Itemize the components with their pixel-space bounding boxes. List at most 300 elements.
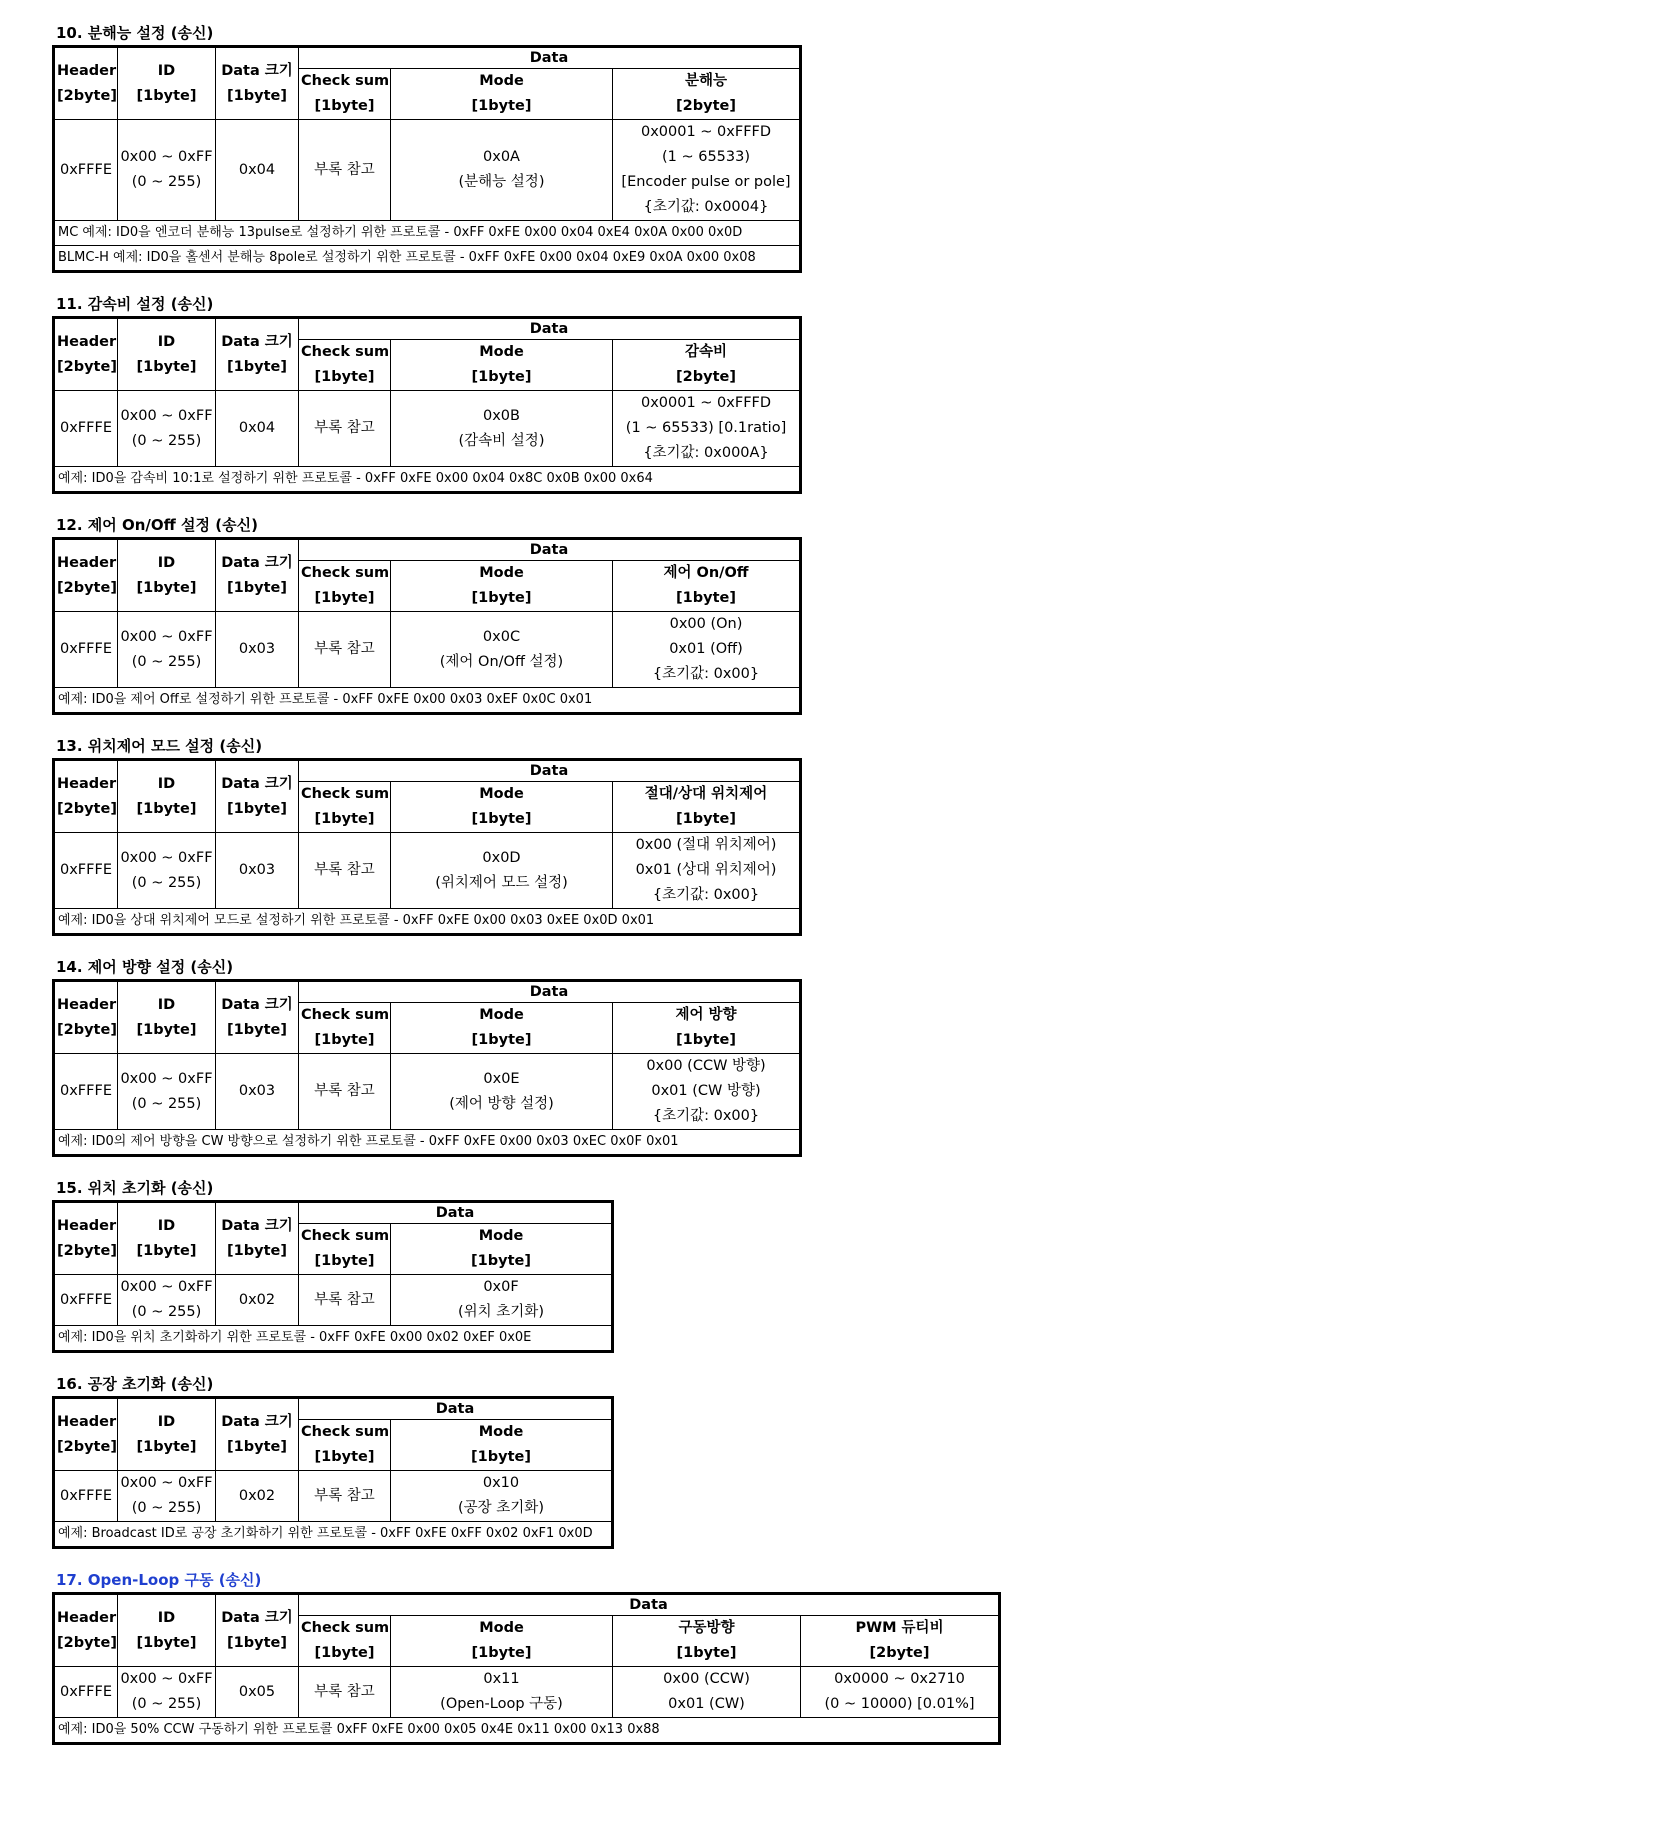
example-text: 예제: ID0의 제어 방향을 CW 방향으로 설정하기 위한 프로토콜 - 0xFF 0xFE 0x00 0x03 0xEC 0x0F 0x01 — [54, 1130, 801, 1156]
value-checksum — [299, 612, 391, 688]
cell-line: ID — [157, 62, 176, 79]
header-col-size — [216, 539, 299, 612]
protocol-section — [52, 956, 1001, 1157]
header-col-extra — [613, 1616, 801, 1667]
cell-line: [1byte] — [314, 811, 375, 827]
cell-line: 0x02 — [238, 1291, 276, 1308]
cell-line: (제어 방향 설정) — [449, 1095, 554, 1112]
cell-line: 0x0F — [483, 1279, 519, 1295]
example-row — [54, 1326, 613, 1352]
header-col-header — [54, 981, 118, 1054]
header-col-checksum — [299, 1420, 391, 1471]
cell-line: 0xFFFE — [60, 1683, 112, 1700]
header-col-mode — [391, 782, 613, 833]
header-col-checksum — [299, 1224, 391, 1275]
example-text: 예제: ID0을 제어 Off로 설정하기 위한 프로토콜 - 0xFF 0xFE 0x00 0x03 0xEF 0x0C 0x01 — [54, 688, 801, 714]
value-header — [54, 120, 118, 221]
value-checksum — [299, 391, 391, 467]
header-col-id — [118, 318, 216, 391]
header-col-mode — [391, 1003, 613, 1054]
cell-line: [1byte] — [676, 1032, 736, 1048]
protocol-table — [52, 316, 802, 494]
protocol-document — [52, 22, 1001, 1765]
header-col-extra — [801, 1616, 1000, 1667]
cell-line: Header — [57, 333, 117, 350]
value-size — [216, 833, 299, 909]
protocol-section — [52, 1373, 1001, 1549]
cell-line: [1byte] — [227, 1634, 287, 1651]
cell-line: (0 ~ 255) — [131, 1095, 202, 1112]
header-col-checksum — [299, 1616, 391, 1667]
example-row — [54, 909, 801, 935]
cell-line: [Encoder pulse or pole] — [621, 174, 791, 190]
cell-line: 0x04 — [238, 420, 276, 436]
cell-line: 0x00 ~ 0xFF — [120, 1475, 213, 1491]
cell-line: 0x0000 ~ 0x2710 — [834, 1671, 965, 1687]
cell-line: [1byte] — [676, 590, 736, 606]
cell-line: Data 크기 — [221, 1609, 293, 1626]
example-text: 예제: ID0을 위치 초기화하기 위한 프로토콜 - 0xFF 0xFE 0x00 0x02 0xEF 0x0E — [54, 1326, 613, 1352]
cell-line: Data 크기 — [221, 62, 293, 79]
value-header — [54, 1275, 118, 1326]
cell-line: [1byte] — [227, 1021, 287, 1038]
value-mode — [391, 1471, 613, 1522]
cell-line: {초기값: 0x0004} — [643, 199, 769, 215]
cell-line: [1byte] — [471, 590, 532, 606]
example-text: 예제: ID0을 50% CCW 구동하기 위한 프로토콜 0xFF 0xFE 0x00 0x05 0x4E 0x11 0x00 0x13 0x88 — [54, 1718, 1000, 1744]
cell-line: 부록 참고 — [314, 862, 375, 878]
cell-line: 0x03 — [238, 1083, 276, 1099]
value-size — [216, 391, 299, 467]
value-extra — [613, 1667, 801, 1718]
example-row — [54, 246, 801, 272]
example-row — [54, 1130, 801, 1156]
section-title: 12. 제어 On/Off 설정 (송신) — [56, 516, 258, 534]
cell-line: Check sum — [301, 1228, 390, 1244]
value-size — [216, 1054, 299, 1130]
cell-line: (감속비 설정) — [458, 432, 545, 449]
cell-line: 0x00 (CCW) — [663, 1671, 750, 1687]
cell-line: (0 ~ 255) — [131, 174, 202, 190]
header-col-data: Data — [299, 1594, 1000, 1616]
value-extra — [801, 1667, 1000, 1718]
cell-line: [1byte] — [227, 1242, 287, 1259]
section-title: 11. 감속비 설정 (송신) — [56, 295, 214, 313]
cell-line: 0x01 (CW) — [668, 1696, 745, 1712]
example-row — [54, 1718, 1000, 1744]
cell-line: {초기값: 0x000A} — [643, 445, 769, 461]
cell-line: 0x0C — [482, 628, 521, 645]
cell-line: 0x00 ~ 0xFF — [120, 1279, 213, 1295]
header-col-data: Data — [299, 539, 801, 561]
cell-line: Mode — [479, 1007, 524, 1023]
section-title: 10. 분해능 설정 (송신) — [56, 24, 214, 42]
cell-line: 0x03 — [238, 641, 276, 657]
value-mode — [391, 120, 613, 221]
cell-line: (0 ~ 255) — [131, 1304, 202, 1320]
cell-line: Mode — [479, 1620, 524, 1636]
header-col-id — [118, 539, 216, 612]
cell-line: [1byte] — [136, 1634, 197, 1651]
value-id — [118, 1667, 216, 1718]
cell-line: ID — [157, 554, 176, 571]
cell-line: [1byte] — [471, 1449, 531, 1465]
header-col-checksum — [299, 782, 391, 833]
cell-line: Mode — [479, 565, 524, 581]
cell-line: 0x00 (CCW 방향) — [646, 1058, 766, 1074]
cell-line: [1byte] — [314, 1449, 375, 1465]
header-col-header — [54, 1202, 118, 1275]
header-col-extra — [613, 340, 801, 391]
cell-line: [1byte] — [136, 1021, 197, 1038]
cell-line: 0x05 — [238, 1683, 276, 1700]
cell-line: Header — [57, 1413, 117, 1430]
cell-line: [1byte] — [227, 87, 287, 104]
cell-line: Data 크기 — [221, 333, 293, 350]
cell-line: 0x02 — [238, 1487, 276, 1504]
value-row — [54, 1667, 1000, 1718]
example-text: 예제: Broadcast ID로 공장 초기화하기 위한 프로토콜 - 0xFF 0xFE 0xFF 0x02 0xF1 0x0D — [54, 1522, 613, 1548]
cell-line: 감속비 — [684, 344, 728, 360]
cell-line: Mode — [478, 1228, 524, 1244]
cell-line: (0 ~ 255) — [131, 653, 202, 670]
cell-line: [1byte] — [471, 1645, 532, 1661]
header-col-mode — [391, 69, 613, 120]
header-col-data: Data — [299, 760, 801, 782]
header-col-id — [118, 1398, 216, 1471]
value-mode — [391, 1275, 613, 1326]
protocol-section — [52, 22, 1001, 273]
header-col-checksum — [299, 340, 391, 391]
cell-line: ID — [157, 1609, 176, 1626]
cell-line: [1byte] — [136, 1438, 197, 1455]
value-extra — [613, 120, 801, 221]
cell-line: Header — [57, 62, 117, 79]
cell-line: 절대/상대 위치제어 — [644, 786, 768, 802]
protocol-table — [52, 758, 802, 936]
header-col-size — [216, 760, 299, 833]
value-header — [54, 612, 118, 688]
header-col-data: Data — [299, 1398, 613, 1420]
value-checksum — [299, 1054, 391, 1130]
header-col-size — [216, 1594, 299, 1667]
cell-line: 0x00 (절대 위치제어) — [635, 837, 777, 853]
cell-line: [1byte] — [676, 1645, 737, 1661]
cell-line: Check sum — [301, 1620, 390, 1636]
cell-line: 부록 참고 — [314, 161, 375, 178]
cell-line: 부록 참고 — [314, 1487, 375, 1504]
cell-line: [2byte] — [869, 1645, 930, 1661]
cell-line: 0x01 (Off) — [669, 641, 743, 657]
cell-line: Header — [57, 554, 117, 571]
value-header — [54, 833, 118, 909]
header-col-mode — [391, 1616, 613, 1667]
cell-line: [2byte] — [57, 1242, 117, 1259]
value-row — [54, 612, 801, 688]
cell-line: 구동방향 — [678, 1620, 735, 1636]
protocol-section — [52, 293, 1001, 494]
value-checksum — [299, 833, 391, 909]
value-extra — [613, 612, 801, 688]
value-extra — [613, 833, 801, 909]
cell-line: (0 ~ 255) — [131, 1500, 202, 1516]
cell-line: Header — [57, 775, 117, 792]
cell-line: 0x00 ~ 0xFF — [120, 1070, 213, 1087]
example-row — [54, 1522, 613, 1548]
cell-line: [1byte] — [136, 1242, 197, 1259]
value-mode — [391, 1667, 613, 1718]
cell-line: 부록 참고 — [314, 1683, 375, 1700]
header-col-extra — [613, 561, 801, 612]
header-col-size — [216, 47, 299, 120]
section-title: 13. 위치제어 모드 설정 (송신) — [56, 737, 263, 755]
protocol-table — [52, 1200, 614, 1353]
value-header — [54, 1667, 118, 1718]
cell-line: Check sum — [301, 73, 390, 89]
header-row — [54, 1594, 1000, 1616]
cell-line: Mode — [479, 786, 524, 802]
protocol-table — [52, 979, 802, 1157]
value-id — [118, 612, 216, 688]
value-id — [118, 1054, 216, 1130]
header-col-extra — [613, 782, 801, 833]
header-col-id — [118, 47, 216, 120]
header-col-id — [118, 760, 216, 833]
cell-line: (0 ~ 255) — [131, 1696, 202, 1712]
cell-line: (0 ~ 255) — [131, 432, 202, 449]
header-col-data: Data — [299, 318, 801, 340]
cell-line: [1byte] — [314, 1645, 375, 1661]
cell-line: [1byte] — [227, 1438, 287, 1455]
example-text: BLMC-H 예제: ID0을 홀센서 분해능 8pole로 설정하기 위한 프로토콜 - 0xFF 0xFE 0x00 0x04 0xE9 0x0A 0x00 0x08 — [54, 246, 801, 272]
cell-line: Data 크기 — [221, 996, 293, 1013]
cell-line: Mode — [479, 344, 524, 360]
cell-line: [1byte] — [314, 369, 375, 385]
protocol-table — [52, 1396, 614, 1549]
header-col-extra — [613, 1003, 801, 1054]
section-title: 15. 위치 초기화 (송신) — [56, 1179, 214, 1197]
protocol-section — [52, 735, 1001, 936]
value-checksum — [299, 1471, 391, 1522]
cell-line: [1byte] — [314, 590, 375, 606]
cell-line: Data 크기 — [221, 775, 293, 792]
cell-line: 0x00 ~ 0xFF — [120, 407, 213, 424]
section-title: 14. 제어 방향 설정 (송신) — [56, 958, 234, 976]
example-row — [54, 688, 801, 714]
cell-line: (제어 On/Off 설정) — [439, 653, 564, 670]
cell-line: Check sum — [301, 786, 390, 802]
cell-line: ID — [157, 1217, 176, 1234]
header-col-size — [216, 1202, 299, 1275]
cell-line: 0xFFFE — [60, 420, 112, 436]
cell-line: [1byte] — [471, 811, 532, 827]
cell-line: 0x10 — [482, 1475, 520, 1491]
cell-line: Data 크기 — [221, 1217, 293, 1234]
value-header — [54, 391, 118, 467]
cell-line: 0xFFFE — [60, 862, 112, 878]
section-title: 16. 공장 초기화 (송신) — [56, 1375, 214, 1393]
cell-line: [1byte] — [471, 369, 532, 385]
header-col-header — [54, 539, 118, 612]
cell-line: 0x0A — [483, 149, 520, 165]
cell-line: [1byte] — [227, 800, 287, 817]
header-col-mode — [391, 561, 613, 612]
header-row — [54, 760, 801, 782]
value-row — [54, 833, 801, 909]
header-col-data: Data — [299, 981, 801, 1003]
value-mode — [391, 1054, 613, 1130]
value-extra — [613, 391, 801, 467]
cell-line: {초기값: 0x00} — [652, 666, 760, 682]
cell-line: ID — [157, 1413, 176, 1430]
header-col-header — [54, 760, 118, 833]
value-checksum — [299, 120, 391, 221]
cell-line: Header — [57, 996, 117, 1013]
cell-line: 0x00 ~ 0xFF — [120, 1671, 213, 1687]
header-col-size — [216, 981, 299, 1054]
header-col-id — [118, 981, 216, 1054]
cell-line: {초기값: 0x00} — [652, 1108, 760, 1124]
cell-line: 0x0001 ~ 0xFFFD — [640, 124, 772, 140]
cell-line: 0x0001 ~ 0xFFFD — [640, 395, 772, 411]
value-checksum — [299, 1275, 391, 1326]
cell-line: {초기값: 0x00} — [652, 887, 760, 903]
header-col-data: Data — [299, 47, 801, 69]
cell-line: ID — [157, 996, 176, 1013]
value-mode — [391, 612, 613, 688]
value-size — [216, 1667, 299, 1718]
value-row — [54, 391, 801, 467]
cell-line: Data 크기 — [221, 1413, 293, 1430]
value-header — [54, 1471, 118, 1522]
cell-line: [2byte] — [676, 369, 736, 385]
cell-line: [1byte] — [676, 811, 736, 827]
cell-line: (분해능 설정) — [458, 174, 545, 190]
cell-line: [2byte] — [57, 87, 117, 104]
cell-line: (0 ~ 255) — [131, 874, 202, 891]
cell-line: 0xFFFE — [60, 161, 112, 178]
example-row — [54, 467, 801, 493]
cell-line: [2byte] — [676, 98, 736, 114]
header-row — [54, 1398, 613, 1420]
protocol-section — [52, 1569, 1001, 1745]
cell-line: [1byte] — [471, 1032, 532, 1048]
cell-line: [1byte] — [227, 579, 287, 596]
cell-line: 0x11 — [483, 1671, 520, 1687]
header-col-checksum — [299, 69, 391, 120]
example-text: 예제: ID0을 감속비 10:1로 설정하기 위한 프로토콜 - 0xFF 0xFE 0x00 0x04 0x8C 0x0B 0x00 0x64 — [54, 467, 801, 493]
cell-line: 제어 On/Off — [663, 565, 749, 581]
cell-line: 0xFFFE — [60, 1083, 112, 1099]
cell-line: [1byte] — [136, 800, 197, 817]
protocol-section — [52, 1177, 1001, 1353]
value-id — [118, 1471, 216, 1522]
cell-line: [1byte] — [314, 1032, 375, 1048]
header-col-id — [118, 1202, 216, 1275]
header-col-id — [118, 1594, 216, 1667]
example-row — [54, 221, 801, 246]
header-col-mode — [391, 340, 613, 391]
cell-line: (1 ~ 65533) — [661, 149, 751, 165]
protocol-table — [52, 45, 802, 273]
cell-line: ID — [157, 333, 176, 350]
value-checksum — [299, 1667, 391, 1718]
header-col-header — [54, 47, 118, 120]
header-col-checksum — [299, 1003, 391, 1054]
cell-line: 부록 참고 — [314, 641, 375, 657]
value-size — [216, 1275, 299, 1326]
value-size — [216, 612, 299, 688]
cell-line: [1byte] — [471, 98, 532, 114]
cell-line: PWM 듀티비 — [855, 1620, 944, 1636]
header-col-size — [216, 318, 299, 391]
cell-line: Check sum — [301, 1007, 390, 1023]
cell-line: Data 크기 — [221, 554, 293, 571]
header-row — [54, 47, 801, 69]
protocol-table — [52, 537, 802, 715]
header-row — [54, 981, 801, 1003]
header-col-data: Data — [299, 1202, 613, 1224]
cell-line: 0x00 ~ 0xFF — [120, 849, 213, 866]
value-mode — [391, 833, 613, 909]
value-row — [54, 1275, 613, 1326]
cell-line: 부록 참고 — [314, 1291, 375, 1308]
cell-line: [1byte] — [227, 358, 287, 375]
protocol-table — [52, 1592, 1001, 1745]
cell-line: [2byte] — [57, 1438, 117, 1455]
value-extra — [613, 1054, 801, 1130]
value-row — [54, 1054, 801, 1130]
header-col-extra — [613, 69, 801, 120]
cell-line: 분해능 — [684, 73, 728, 89]
value-mode — [391, 391, 613, 467]
section-title: 17. Open-Loop 구동 (송신) — [56, 1571, 262, 1589]
cell-line: 0x0D — [482, 849, 521, 866]
cell-line: 부록 참고 — [314, 1083, 375, 1099]
value-row — [54, 120, 801, 221]
cell-line: Check sum — [301, 1424, 390, 1440]
cell-line: 0xFFFE — [60, 1291, 112, 1308]
header-col-header — [54, 1594, 118, 1667]
cell-line: Header — [57, 1609, 117, 1626]
value-size — [216, 120, 299, 221]
cell-line: [1byte] — [314, 1253, 375, 1269]
cell-line: [2byte] — [57, 579, 117, 596]
cell-line: 0x01 (CW 방향) — [651, 1083, 761, 1099]
cell-line: (위치 초기화) — [458, 1304, 544, 1320]
cell-line: 0x04 — [238, 161, 276, 178]
cell-line: [2byte] — [57, 800, 117, 817]
cell-line: Check sum — [301, 565, 390, 581]
header-row — [54, 318, 801, 340]
cell-line: 0x0B — [483, 407, 520, 424]
header-col-checksum — [299, 561, 391, 612]
cell-line: 0x00 (On) — [669, 616, 743, 632]
cell-line: [1byte] — [136, 87, 197, 104]
header-col-mode — [391, 1420, 613, 1471]
cell-line: (0 ~ 10000) [0.01%] — [824, 1696, 975, 1712]
value-header — [54, 1054, 118, 1130]
cell-line: 0x01 (상대 위치제어) — [635, 862, 777, 878]
cell-line: Check sum — [301, 344, 390, 360]
cell-line: 0x00 ~ 0xFF — [120, 628, 213, 645]
cell-line: 제어 방향 — [675, 1007, 737, 1023]
value-id — [118, 120, 216, 221]
cell-line: 0xFFFE — [60, 641, 112, 657]
cell-line: [1byte] — [471, 1253, 531, 1269]
cell-line: 0x00 ~ 0xFF — [120, 149, 213, 165]
protocol-section — [52, 514, 1001, 715]
